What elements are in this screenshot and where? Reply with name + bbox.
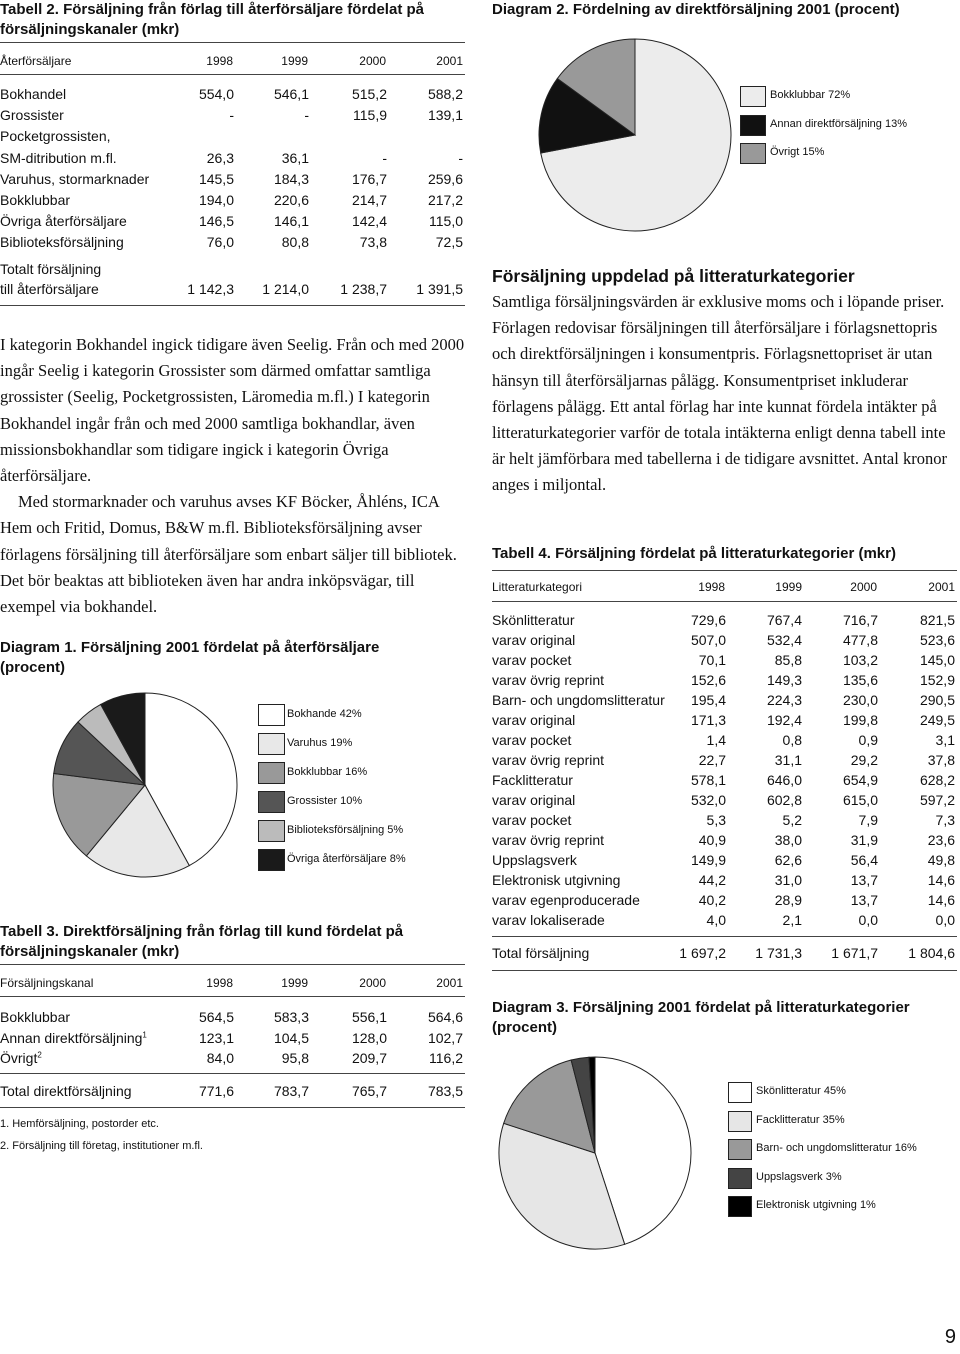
legend-item: [728, 1196, 958, 1217]
table-row: [492, 612, 957, 632]
row-value: 40,2: [698, 892, 726, 908]
row-value: -: [382, 149, 387, 166]
row-value: 716,7: [842, 612, 878, 628]
row-value: 230,0: [842, 692, 878, 708]
table4-top-rule: [492, 570, 957, 571]
table-row: [492, 772, 957, 792]
right-paragraph-1: Samtliga försäljningsvärden är exklusive moms och i löpande priser. Förlagen redovisar försäljningen till återförsäljare i förlagsnettopris och direktförsäljningen i konsumentpris. Förlagsnettopriset är utan hänsyn till återförsäljarnas pålägg. Konsumentpriset inkluderar förlagens pålägg. Ett antal förlag har inte kunnat fördela intäkter på litteraturkategorier varför de totala intäkterna enligt denna tabell inte är helt jämförbara med tabellerna i de tidigare avsnittet. Antal kronor anges i miljontal.: [492, 292, 947, 495]
row-value: 184,3: [273, 170, 309, 187]
row-value: 199,8: [842, 712, 878, 728]
legend-item: [728, 1082, 958, 1103]
row-label: varav original: [492, 792, 576, 808]
row-value: 523,6: [919, 632, 955, 648]
table-row: [0, 1009, 465, 1029]
table-row: [0, 234, 465, 254]
row-value: -: [229, 107, 234, 124]
row-value: 0,8: [782, 732, 802, 748]
table3-footnote-1: 1. Hemförsäljning, postorder etc.: [0, 1118, 159, 1130]
row-label: varav övrig reprint: [492, 752, 605, 768]
row-value: 224,3: [766, 692, 802, 708]
row-value: 26,3: [206, 149, 234, 166]
row-value: 22,7: [698, 752, 726, 768]
row-value: 128,0: [351, 1029, 387, 1046]
diagram3-title: Diagram 3. Försäljning 2001 fördelat på litteraturkategorier (procent): [492, 999, 910, 1036]
legend-label: Varuhus 19%: [287, 736, 353, 749]
row-value: 95,8: [281, 1050, 309, 1066]
right-body-text: [492, 289, 960, 499]
row-value: 149,9: [690, 852, 726, 868]
legend-label: Bokklubbar 72%: [770, 89, 851, 101]
legend-item: [740, 143, 955, 164]
diagram1-pie-chart: [50, 690, 240, 880]
table-row: [0, 128, 465, 148]
row-value: 37,8: [927, 752, 955, 768]
table2-bottom-rule: [0, 305, 465, 306]
row-value: 56,4: [850, 852, 878, 868]
row-value: 62,6: [774, 852, 802, 868]
row-value: 7,3: [935, 812, 955, 828]
legend-item: [728, 1139, 958, 1160]
legend-swatch: [728, 1111, 752, 1132]
row-value: 13,7: [850, 892, 878, 908]
row-value: 14,6: [927, 872, 955, 888]
row-label: Övriga återförsäljare: [0, 213, 127, 230]
legend-swatch: [728, 1139, 752, 1160]
row-value: 176,7: [351, 170, 387, 187]
table-row: [492, 652, 957, 672]
row-label: Elektronisk utgivning: [492, 872, 621, 888]
table3-footnote-2: 2. Försäljning till företag, institutioner m.fl.: [0, 1140, 203, 1152]
row-value: -: [304, 107, 309, 124]
row-label: Grossister: [0, 107, 64, 124]
row-value: 767,4: [766, 612, 802, 628]
row-value: 146,1: [273, 213, 309, 230]
row-value: 135,6: [842, 672, 878, 688]
table3-header: Försäljningskanal 1998 1999 2000 2001: [0, 976, 463, 990]
table2-header: Återförsäljare 1998 1999 2000 2001: [0, 54, 463, 68]
row-value: 532,4: [766, 632, 802, 648]
row-value: 821,5: [919, 612, 955, 628]
table-row: [0, 171, 465, 191]
row-value: 29,2: [850, 752, 878, 768]
row-value: 149,3: [766, 672, 802, 688]
diagram3-pie-chart: [496, 1054, 694, 1252]
table-row: [492, 752, 957, 772]
row-value: 583,3: [273, 1009, 309, 1025]
diagram3-legend: [728, 1082, 958, 1232]
legend-item: [258, 791, 468, 813]
row-value: 36,1: [281, 149, 309, 166]
table-row: [492, 632, 957, 652]
table4-bottom-rule: [492, 970, 957, 971]
row-value: 152,9: [919, 672, 955, 688]
row-value: 729,6: [690, 612, 726, 628]
row-label: varav egenproducerade: [492, 892, 640, 908]
row-label: Annan direktförsäljning$^1$: [0, 1029, 147, 1046]
footnote-marker: 2: [37, 1050, 42, 1060]
row-value: 23,6: [927, 832, 955, 848]
row-value: 0,9: [858, 732, 878, 748]
row-value: 102,7: [427, 1029, 463, 1046]
row-value: 7,9: [858, 812, 878, 828]
legend-label: Grossister 10%: [287, 794, 363, 807]
legend-item: [258, 762, 468, 784]
legend-item: [258, 704, 468, 726]
table-row: [0, 192, 465, 212]
legend-label: Biblioteksförsäljning 5%: [287, 823, 404, 836]
table3-total-row: Total direktförsäljning 771,6 783,7 765,7 783,5: [0, 1083, 463, 1099]
row-label: Bokklubbar: [0, 1009, 71, 1025]
table-row: [0, 107, 465, 127]
row-value: 31,0: [774, 872, 802, 888]
legend-item: [258, 820, 468, 842]
table-row: [492, 832, 957, 852]
row-label: SM-ditribution m.fl.: [0, 149, 117, 166]
legend-item: [258, 849, 468, 871]
legend-label: Övriga återförsäljare 8%: [287, 852, 406, 865]
row-value: 104,5: [273, 1029, 309, 1046]
row-value: 28,9: [774, 892, 802, 908]
legend-swatch: [258, 762, 285, 784]
table2-total-row: till återförsäljare 1 142,3 1 214,0 1 238,7 1 391,5: [0, 281, 463, 297]
table3-top-rule: [0, 964, 465, 965]
legend-item: [740, 115, 955, 136]
legend-label: Annan direktförsäljning 13%: [770, 117, 907, 130]
row-label: Barn- och ungdomslitteratur: [492, 692, 665, 708]
legend-item: [740, 86, 955, 107]
diagram2-legend: [740, 86, 955, 176]
legend-swatch: [258, 791, 285, 813]
row-value: 38,0: [774, 832, 802, 848]
table-row: [492, 912, 957, 932]
row-value: 0,0: [935, 912, 955, 928]
table4-header-rule: [492, 601, 957, 602]
legend-swatch: [258, 733, 285, 755]
row-value: 146,5: [198, 213, 234, 230]
table2-top-rule: [0, 42, 465, 43]
table4-title: Tabell 4. Försäljning fördelat på litteraturkategorier (mkr): [492, 545, 896, 562]
row-value: 192,4: [766, 712, 802, 728]
diagram1-title: Diagram 1. Försäljning 2001 fördelat på återförsäljare (procent): [0, 639, 380, 676]
table-row: [492, 812, 957, 832]
row-value: 532,0: [690, 792, 726, 808]
diagram2-title: Diagram 2. Fördelning av direktförsäljning 2001 (procent): [492, 1, 900, 18]
row-value: 115,9: [353, 107, 387, 124]
table-row: [492, 792, 957, 812]
legend-swatch: [728, 1168, 752, 1189]
row-value: 44,2: [698, 872, 726, 888]
row-value: 139,1: [427, 107, 463, 124]
row-label: varav original: [492, 632, 576, 648]
row-label: Bokklubbar: [0, 192, 71, 208]
row-label: varav lokaliserade: [492, 912, 605, 928]
row-value: 597,2: [919, 792, 955, 808]
legend-label: Bokhande 42%: [287, 707, 362, 720]
row-value: 115,0: [429, 213, 463, 230]
row-label: varav övrig reprint: [492, 672, 605, 688]
row-label: varav pocket: [492, 652, 572, 668]
table-row: [0, 213, 465, 233]
left-body-text: [0, 332, 468, 620]
row-value: 546,1: [273, 86, 309, 102]
table3-bottom-rule: [0, 1107, 465, 1108]
row-value: 477,8: [842, 632, 878, 648]
table-row: [492, 712, 957, 732]
table3-mid-rule: [0, 1073, 465, 1074]
row-value: 123,1: [198, 1029, 234, 1046]
row-value: 615,0: [842, 792, 878, 808]
row-value: 13,7: [850, 872, 878, 888]
table-row: [492, 732, 957, 752]
legend-item: [728, 1111, 958, 1132]
row-label: Biblioteksförsäljning: [0, 234, 124, 251]
legend-label: Bokklubbar 16%: [287, 765, 368, 778]
row-value: 290,5: [919, 692, 955, 708]
row-value: 116,2: [429, 1050, 463, 1066]
row-value: 85,8: [774, 652, 802, 668]
left-paragraph-2: Med stormarknader och varuhus avses KF Böcker, Åhléns, ICA Hem och Fritid, Domus, B&W m.fl. Biblioteksförsäljning avser förlagens försäljning till återförsäljare som enbart säljer till bibliotek. Det bör beaktas att biblioteken även har andra inköpsvägar, till exempel via bokhandel.: [0, 492, 457, 617]
row-value: 564,5: [198, 1009, 234, 1025]
table-row: [492, 692, 957, 712]
row-value: 14,6: [927, 892, 955, 908]
row-label: Uppslagsverk: [492, 852, 577, 868]
row-value: 4,0: [706, 912, 726, 928]
row-value: 171,3: [690, 712, 726, 728]
row-value: -: [458, 149, 463, 166]
row-value: 564,6: [427, 1009, 463, 1025]
diagram1-legend: [258, 704, 468, 884]
row-label: Övrigt$^2$: [0, 1050, 42, 1066]
row-label: varav övrig reprint: [492, 832, 605, 848]
row-value: 152,6: [690, 672, 726, 688]
row-value: 103,2: [842, 652, 878, 668]
row-value: 72,5: [435, 234, 463, 251]
row-label: varav pocket: [492, 732, 572, 748]
row-value: 602,8: [766, 792, 802, 808]
table-row: [0, 150, 465, 170]
row-label: Facklitteratur: [492, 772, 573, 788]
legend-swatch: [258, 820, 285, 842]
row-value: 0,0: [858, 912, 878, 928]
row-value: 80,8: [281, 234, 309, 251]
row-value: 49,8: [927, 852, 955, 868]
row-value: 515,2: [351, 86, 387, 102]
legend-item: [258, 733, 468, 755]
row-value: 31,9: [850, 832, 878, 848]
legend-swatch: [728, 1196, 752, 1217]
row-label: Skönlitteratur: [492, 612, 575, 628]
table-row: [492, 672, 957, 692]
table2-title: Tabell 2. Försäljning från förlag till återförsäljare fördelat på försäljningskanaler (mkr): [0, 1, 424, 38]
row-value: 5,2: [782, 812, 802, 828]
row-label: varav original: [492, 712, 576, 728]
row-value: 628,2: [919, 772, 955, 788]
footnote-marker: 1: [142, 1029, 147, 1039]
row-value: 31,1: [774, 752, 802, 768]
table4-mid-rule: [492, 936, 957, 937]
row-value: 195,4: [690, 692, 726, 708]
legend-label: Facklitteratur 35%: [756, 1113, 845, 1126]
row-value: 142,4: [351, 213, 387, 230]
row-value: 145,0: [919, 652, 955, 668]
row-value: 40,9: [698, 832, 726, 848]
right-section-heading: Försäljning uppdelad på litteraturkategorier: [492, 266, 855, 286]
table3-header-rule: [0, 996, 465, 997]
page-number: 9: [944, 1326, 956, 1348]
legend-item: [728, 1168, 958, 1189]
table-row: [0, 1030, 465, 1050]
legend-swatch: [740, 86, 766, 107]
row-value: 507,0: [690, 632, 726, 648]
table-row: [492, 892, 957, 912]
row-value: 73,8: [359, 234, 387, 251]
row-value: 2,1: [782, 912, 802, 928]
legend-label: Uppslagsverk 3%: [756, 1170, 842, 1183]
row-value: 70,1: [698, 652, 726, 668]
table-row: [0, 1050, 465, 1070]
table2-total-label1: Totalt försäljning: [0, 261, 102, 277]
row-label: varav pocket: [492, 812, 572, 828]
row-value: 194,0: [198, 192, 234, 208]
table2-header-rule: [0, 74, 465, 75]
row-value: 214,7: [351, 192, 387, 208]
table4-total-row: Total försäljning 1 697,2 1 731,3 1 671,7 1 804,6: [492, 945, 955, 961]
row-value: 249,5: [919, 712, 955, 728]
row-value: 654,9: [842, 772, 878, 788]
legend-swatch: [258, 849, 285, 871]
legend-swatch: [728, 1082, 752, 1103]
legend-swatch: [258, 704, 285, 726]
legend-swatch: [740, 143, 766, 164]
legend-label: Skönlitteratur 45%: [756, 1085, 846, 1097]
table-row: [492, 852, 957, 872]
row-label: Varuhus, stormarknader: [0, 170, 150, 187]
row-label: Pocketgrossisten,: [0, 128, 111, 145]
row-value: 646,0: [766, 772, 802, 788]
row-value: 1,4: [706, 732, 726, 748]
row-value: 554,0: [198, 86, 234, 102]
row-value: 220,6: [273, 192, 309, 208]
table-row: [0, 86, 465, 106]
row-value: 588,2: [427, 86, 463, 102]
row-value: 259,6: [427, 170, 463, 187]
row-value: 556,1: [351, 1009, 387, 1025]
legend-swatch: [740, 115, 766, 136]
row-label: Bokhandel: [0, 86, 67, 102]
row-value: 145,5: [198, 170, 234, 187]
legend-label: Barn- och ungdomslitteratur 16%: [756, 1142, 917, 1154]
table4-header: Litteraturkategori 1998 1999 2000 2001: [492, 580, 955, 594]
left-paragraph-1: I kategorin Bokhandel ingick tidigare även Seelig. Från och med 2000 ingår Seelig i kategorin Grossister som därmed omfattar samtliga grossister (Seelig, Pocketgrossisten, Läromedia m.fl.) I kategorin Bokhandel ingår från och med 2000 samtliga bokhandlar, även missionsbokhandlar som tidigare ingick i kategorin Övriga återförsäljare.: [0, 335, 465, 486]
legend-label: Övrigt 15%: [770, 146, 825, 158]
table-row: [492, 872, 957, 892]
row-value: 3,1: [935, 732, 955, 748]
table3-title: Tabell 3. Direktförsäljning från förlag till kund fördelat på försäljningskanaler (mkr): [0, 923, 404, 960]
row-value: 217,2: [427, 192, 463, 208]
row-value: 578,1: [690, 772, 726, 788]
legend-label: Elektronisk utgivning 1%: [756, 1199, 876, 1211]
row-value: 84,0: [206, 1050, 234, 1066]
row-value: 209,7: [351, 1050, 387, 1066]
row-value: 76,0: [206, 234, 234, 251]
row-value: 5,3: [706, 812, 726, 828]
diagram2-pie-chart: [536, 36, 734, 234]
